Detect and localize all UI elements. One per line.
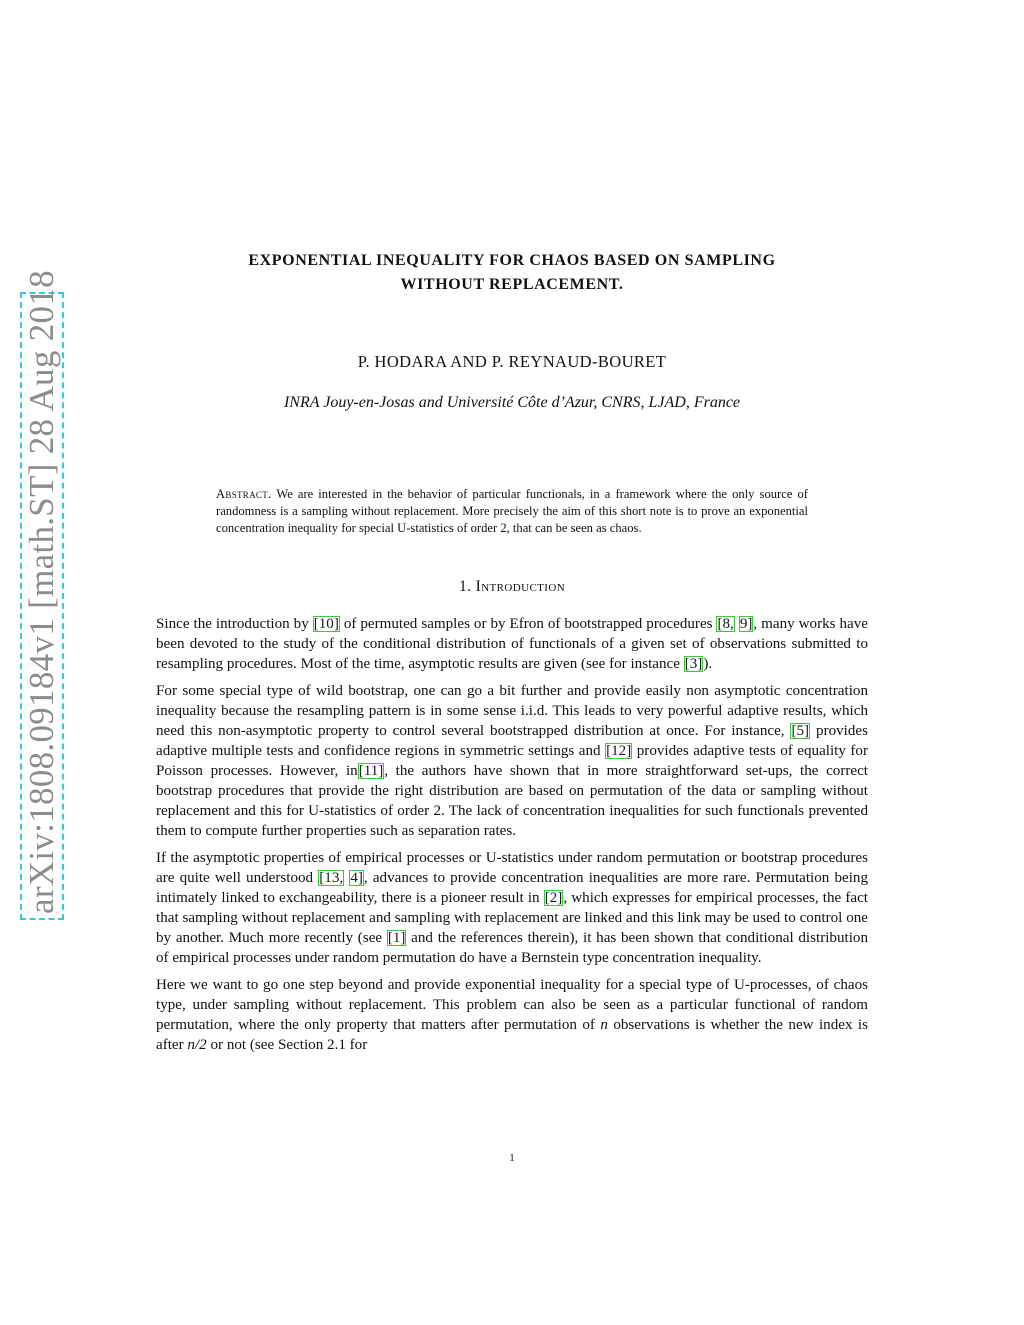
- section-title: Introduction: [475, 578, 566, 595]
- text-run: of permuted samples or by Efron of bootstrapped procedures: [339, 616, 717, 632]
- text-run: provides adaptive tests of equality for Poisson processes. However, in: [156, 743, 868, 779]
- abstract-label: Abstract.: [216, 487, 272, 501]
- title-line-1: EXPONENTIAL INEQUALITY FOR CHAOS BASED ON SAMPLING: [248, 252, 776, 269]
- text-run: Since the introduction by: [156, 616, 313, 632]
- paragraph-3: [156, 848, 868, 968]
- paper-title: [150, 249, 874, 297]
- citation-link[interactable]: 9]: [739, 616, 753, 632]
- citation-link[interactable]: [10]: [313, 616, 339, 632]
- citation-link[interactable]: 4]: [350, 870, 363, 886]
- text-run: observations is whether the new index is after: [156, 1017, 869, 1053]
- text-run: For some special type of wild bootstrap, one can go a bit further and provide easily non asymptotic concentration inequality because the resampling pattern is in some sense i.i.d. This leads to very powerful adaptive results, which need this non-asymptotic property to control several bootstrapped distribution at once. For instance,: [156, 683, 868, 739]
- citation-link[interactable]: [5]: [791, 723, 810, 739]
- citation-link[interactable]: [12]: [606, 743, 632, 759]
- text-run: If the asymptotic properties of empirical processes or U-statistics under random permutation or bootstrap procedures are quite well understood: [156, 850, 868, 886]
- citation-link[interactable]: [11]: [358, 763, 384, 779]
- page-number: 1: [509, 1152, 515, 1164]
- citation-link[interactable]: [8,: [717, 616, 734, 632]
- title-line-2: WITHOUT REPLACEMENT.: [400, 276, 624, 293]
- paragraph-4: [156, 975, 868, 1055]
- citation-link[interactable]: [1]: [387, 930, 406, 946]
- section-number: 1.: [458, 578, 472, 595]
- arxiv-identifier[interactable]: arXiv:1808.09184v1 [math.ST] 28 Aug 2018: [22, 270, 61, 914]
- section-heading: [150, 578, 874, 596]
- text-run: and the references therein), it has been shown that conditional distribution of empirical processes under random permutation do have a Bernstein type concentration inequality.: [156, 930, 868, 966]
- body-text: [156, 614, 868, 1062]
- text-run: , the authors have shown that in more straightforward set-ups, the correct bootstrap procedures that provide the right distribution are based on permutation of the data or sampling without replacement and this for U-statistics of order 2. The lack of concentration inequalities for such functionals prevented them to compute further properties such as separation rates.: [156, 763, 868, 839]
- paragraph-2: [156, 681, 868, 841]
- math-symbol: n: [600, 1017, 608, 1033]
- abstract-text: We are interested in the behavior of particular functionals, in a framework where the only source of randomness is a sampling without replacement. More precisely the aim of this short note is to prove an exponential concentration inequality for special U-statistics of order 2, that can be seen as chaos.: [216, 487, 808, 535]
- text-run: , many works have been devoted to the study of the conditional distribution of functionals of a given set of observations submitted to resampling procedures. Most of the time, asymptotic results are given (see for instance: [156, 616, 868, 672]
- affiliation: INRA Jouy-en-Josas and Université Côte d’Azur, CNRS, LJAD, France: [283, 394, 741, 411]
- text-run: , advances to provide concentration inequalities are more rare. Permutation being intimately linked to exchangeability, there is a pioneer result in: [156, 870, 868, 906]
- authors: P. HODARA AND P. REYNAUD-BOURET: [357, 352, 667, 371]
- text-run: Here we want to go one step beyond and provide exponential inequality for a special type of U-processes, of chaos type, under sampling without replacement. This problem can also be seen as a particular functional of random permutation, where the only property that matters after permutation of: [156, 977, 868, 1033]
- math-expression: n/2: [187, 1037, 207, 1053]
- citation-link[interactable]: [2]: [544, 890, 563, 906]
- text-run: , which expresses for empirical processes, the fact that sampling without replacement and sampling with replacement are linked and this link may be used to control one by another. Much more recently (see: [156, 890, 868, 946]
- text-run: ).: [703, 656, 713, 672]
- citation-link[interactable]: [13,: [319, 870, 344, 886]
- abstract: [216, 486, 808, 536]
- citation-link[interactable]: [3]: [684, 656, 703, 672]
- paragraph-1: [156, 614, 868, 674]
- text-run: provides adaptive multiple tests and confidence regions in symmetric settings and: [156, 723, 868, 759]
- text-run: or not (see Section 2.1 for: [206, 1037, 368, 1053]
